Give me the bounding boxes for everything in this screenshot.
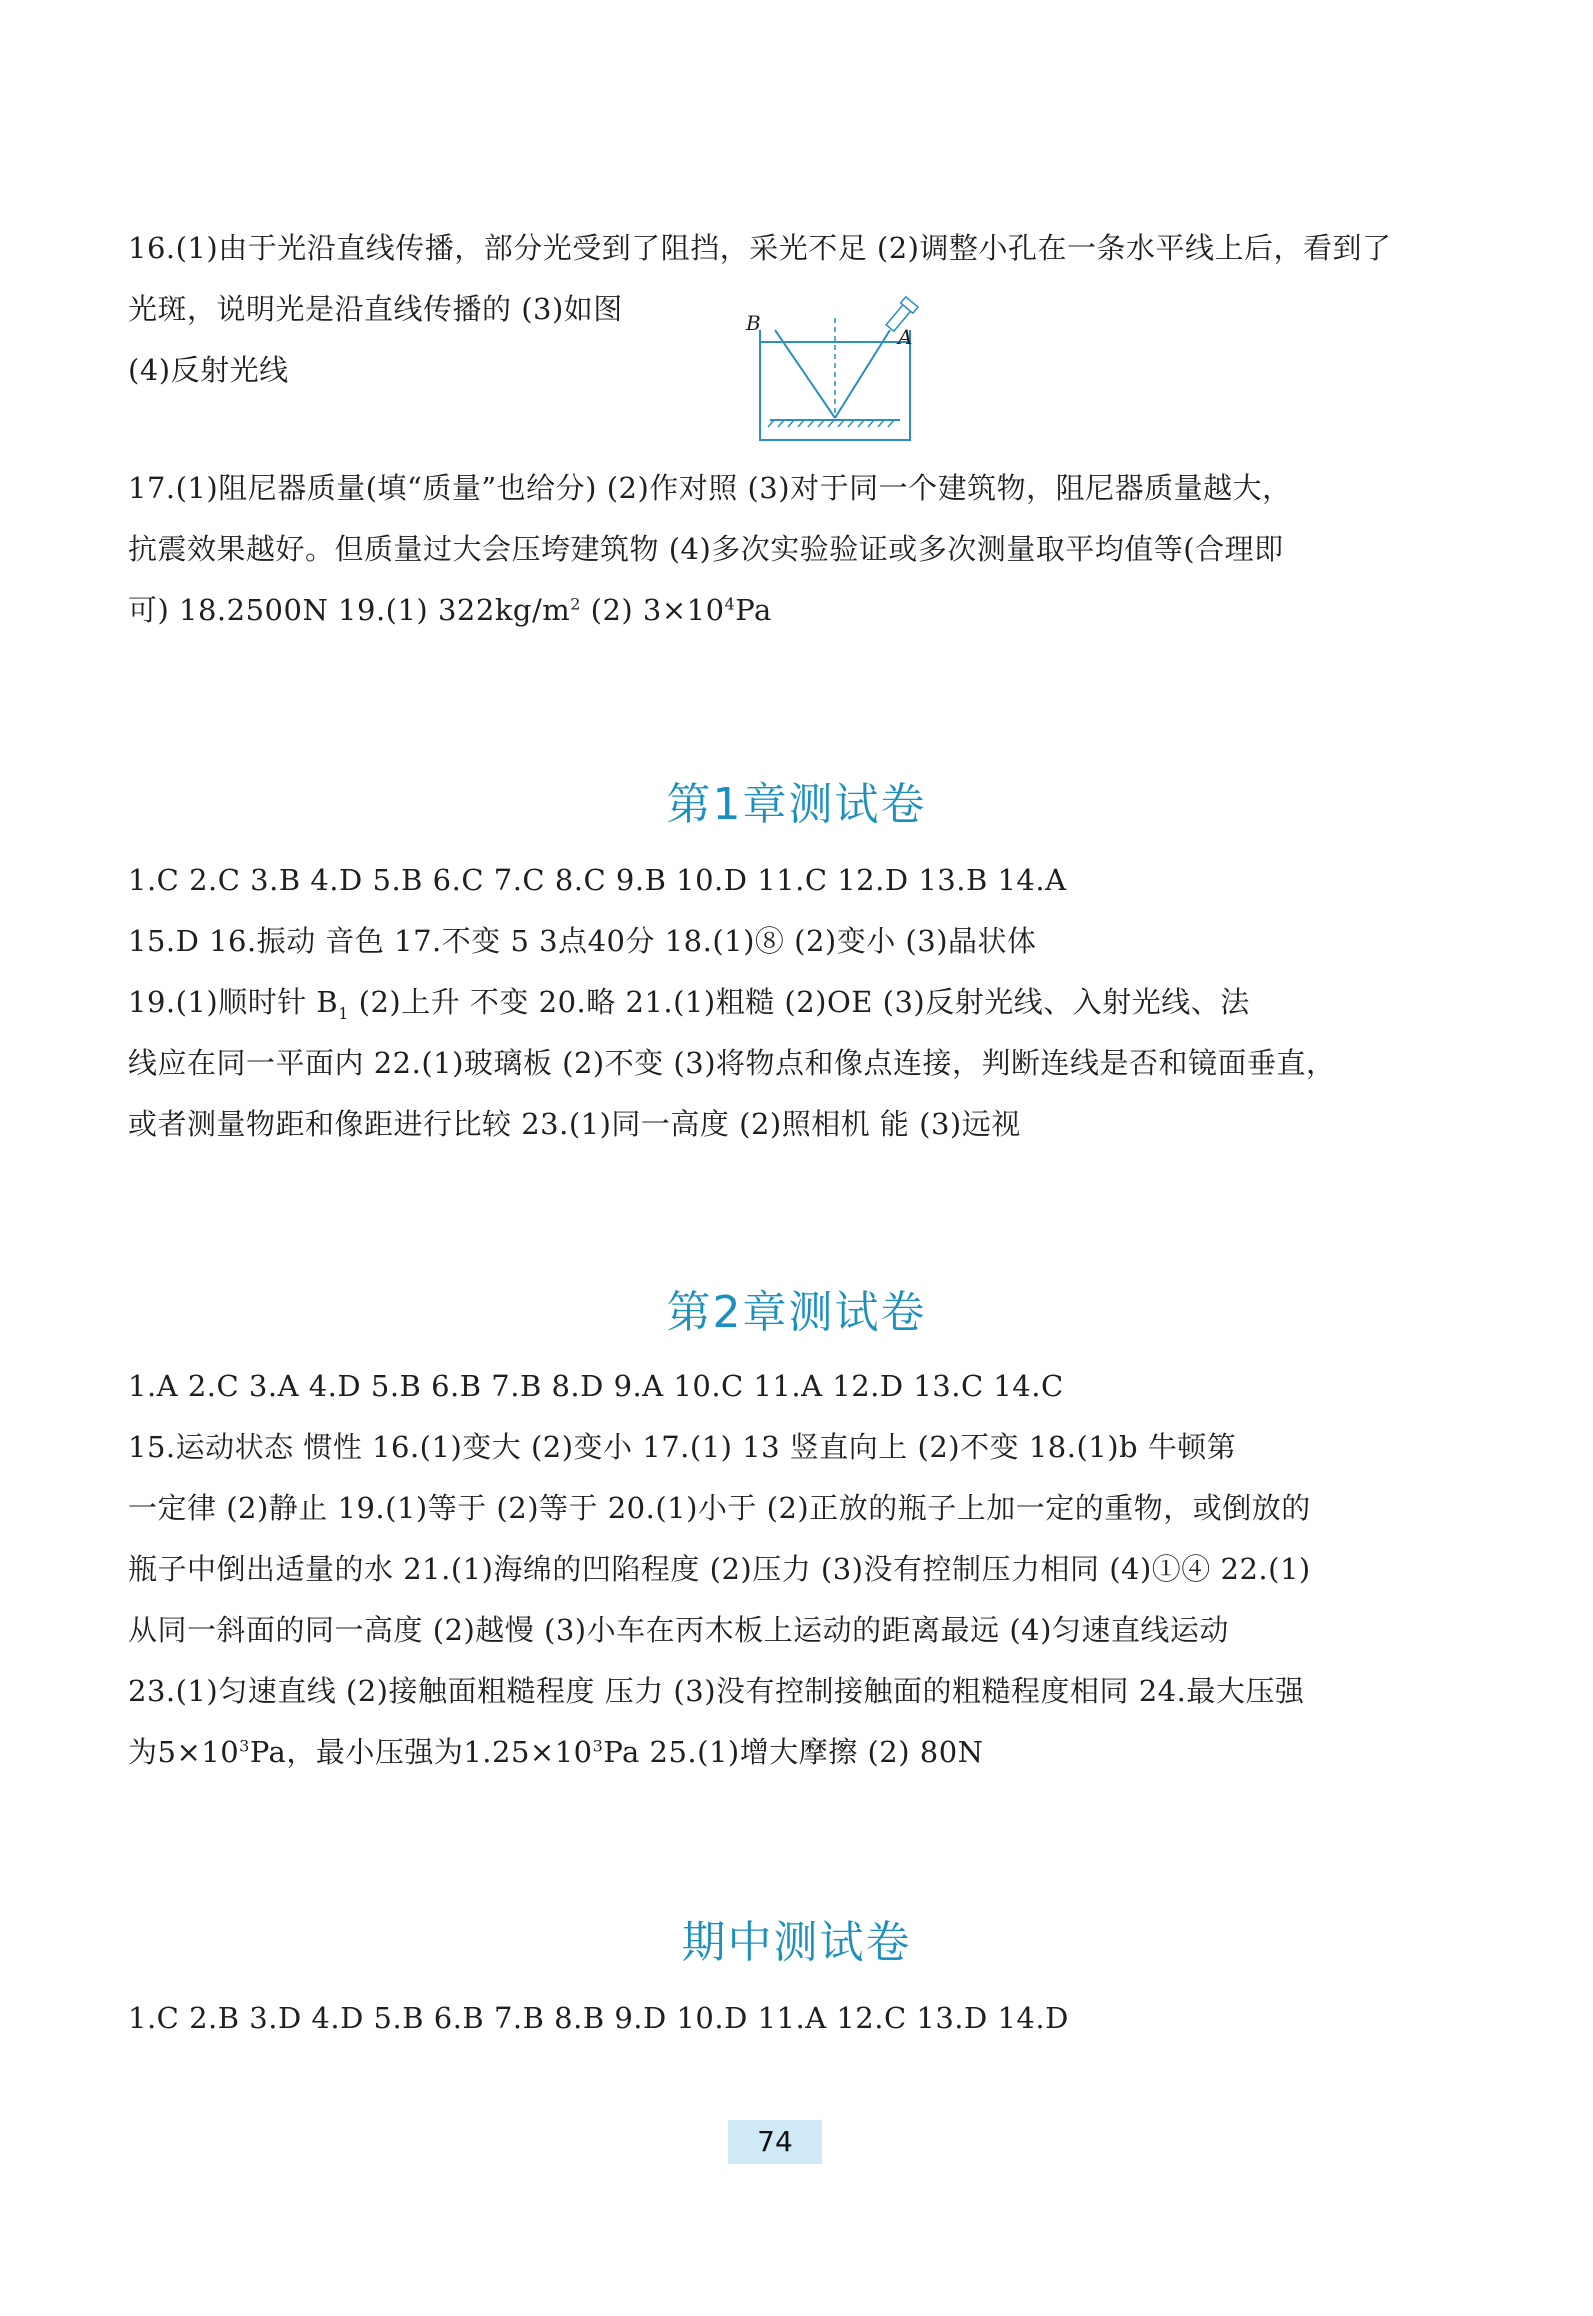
ch2-line-5: 从同一斜面的同一高度 (2)越慢 (3)小车在丙木板上运动的距离最远 (4)匀速直线运动 [128, 1613, 1229, 1647]
q17-line-1: 17.(1)阻尼器质量(填“质量”也给分) (2)作对照 (3)对于同一个建筑物，阻尼器质量越大， [128, 471, 1292, 505]
ch2-line-2: 15.运动状态 惯性 16.(1)变大 (2)变小 17.(1) 13 竖直向上 (2)不变 18.(1)b 牛顿第 [128, 1430, 1237, 1464]
q17-line-2: 抗震效果越好。但质量过大会压垮建筑物 (4)多次实验验证或多次测量取平均值等(合理即 [128, 532, 1284, 566]
q16-line-3: (4)反射光线 [128, 353, 289, 387]
figure-label-b: B [746, 311, 761, 335]
q16-line-2: 光斑，说明光是沿直线传播的 (3)如图 [128, 292, 623, 326]
ch1-line-1: 1.C 2.C 3.B 4.D 5.B 6.C 7.C 8.C 9.B 10.D 11.C 12.D 13.B 14.A [128, 863, 1067, 897]
ch1-line-4: 线应在同一平面内 22.(1)玻璃板 (2)不变 (3)将物点和像点连接，判断连线是否和镜面垂直， [128, 1046, 1336, 1080]
q17-line-3: 可) 18.2500N 19.(1) $322kg/m^2$ (2) $3\times 10^4Pa$ [128, 593, 772, 627]
midterm-answers [128, 1988, 1428, 2049]
midterm-line-1: 1.C 2.B 3.D 4.D 5.B 6.B 7.B 8.B 9.D 10.D 11.A 12.C 13.D 14.D [128, 2001, 1069, 2035]
chapter2-answers [128, 1356, 1428, 1783]
page-number: 74 [728, 2120, 822, 2164]
q16-line-1: 16.(1)由于光沿直线传播，部分光受到了阻挡，采光不足 (2)调整小孔在一条水平线上后，看到了 [128, 231, 1392, 265]
ch2-line-4: 瓶子中倒出适量的水 21.(1)海绵的凹陷程度 (2)压力 (3)没有控制压力相同 (4)①④ 22.(1) [128, 1552, 1311, 1586]
ch1-line-2: 15.D 16.振动 音色 17.不变 5 3点40分 18.(1)⑧ (2)变小 (3)晶状体 [128, 924, 1037, 958]
ch1-line-3: 19.(1)顺时针 $B_1$ (2)上升 不变 20.略 21.(1)粗糙 (2)OE (3)反射光线、入射光线、法 [128, 985, 1250, 1023]
chapter1-answers [128, 850, 1428, 1155]
midterm-title: 期中测试卷 [681, 1917, 912, 1968]
light-reflection-diagram [740, 290, 930, 450]
ch2-line-7: 为$5\times 10^3Pa$，最小压强为$1.25\times 10^3Pa$ 25.(1)增大摩擦 (2) 80N [128, 1735, 984, 1769]
ch2-line-6: 23.(1)匀速直线 (2)接触面粗糙程度 压力 (3)没有控制接触面的粗糙程度相同 24.最大压强 [128, 1674, 1305, 1708]
ch1-line-5: 或者测量物距和像距进行比较 23.(1)同一高度 (2)照相机 能 (3)远视 [128, 1107, 1021, 1141]
chapter1-title: 第1章测试卷 [666, 779, 927, 830]
figure-label-a: A [898, 325, 913, 349]
ch2-line-1: 1.A 2.C 3.A 4.D 5.B 6.B 7.B 8.D 9.A 10.C 11.A 12.D 13.C 14.C [128, 1369, 1064, 1403]
ch2-line-3: 一定律 (2)静止 19.(1)等于 (2)等于 20.(1)小于 (2)正放的瓶子上加一定的重物，或倒放的 [128, 1491, 1311, 1525]
q17-answers [128, 458, 1428, 641]
chapter2-title: 第2章测试卷 [666, 1287, 927, 1338]
